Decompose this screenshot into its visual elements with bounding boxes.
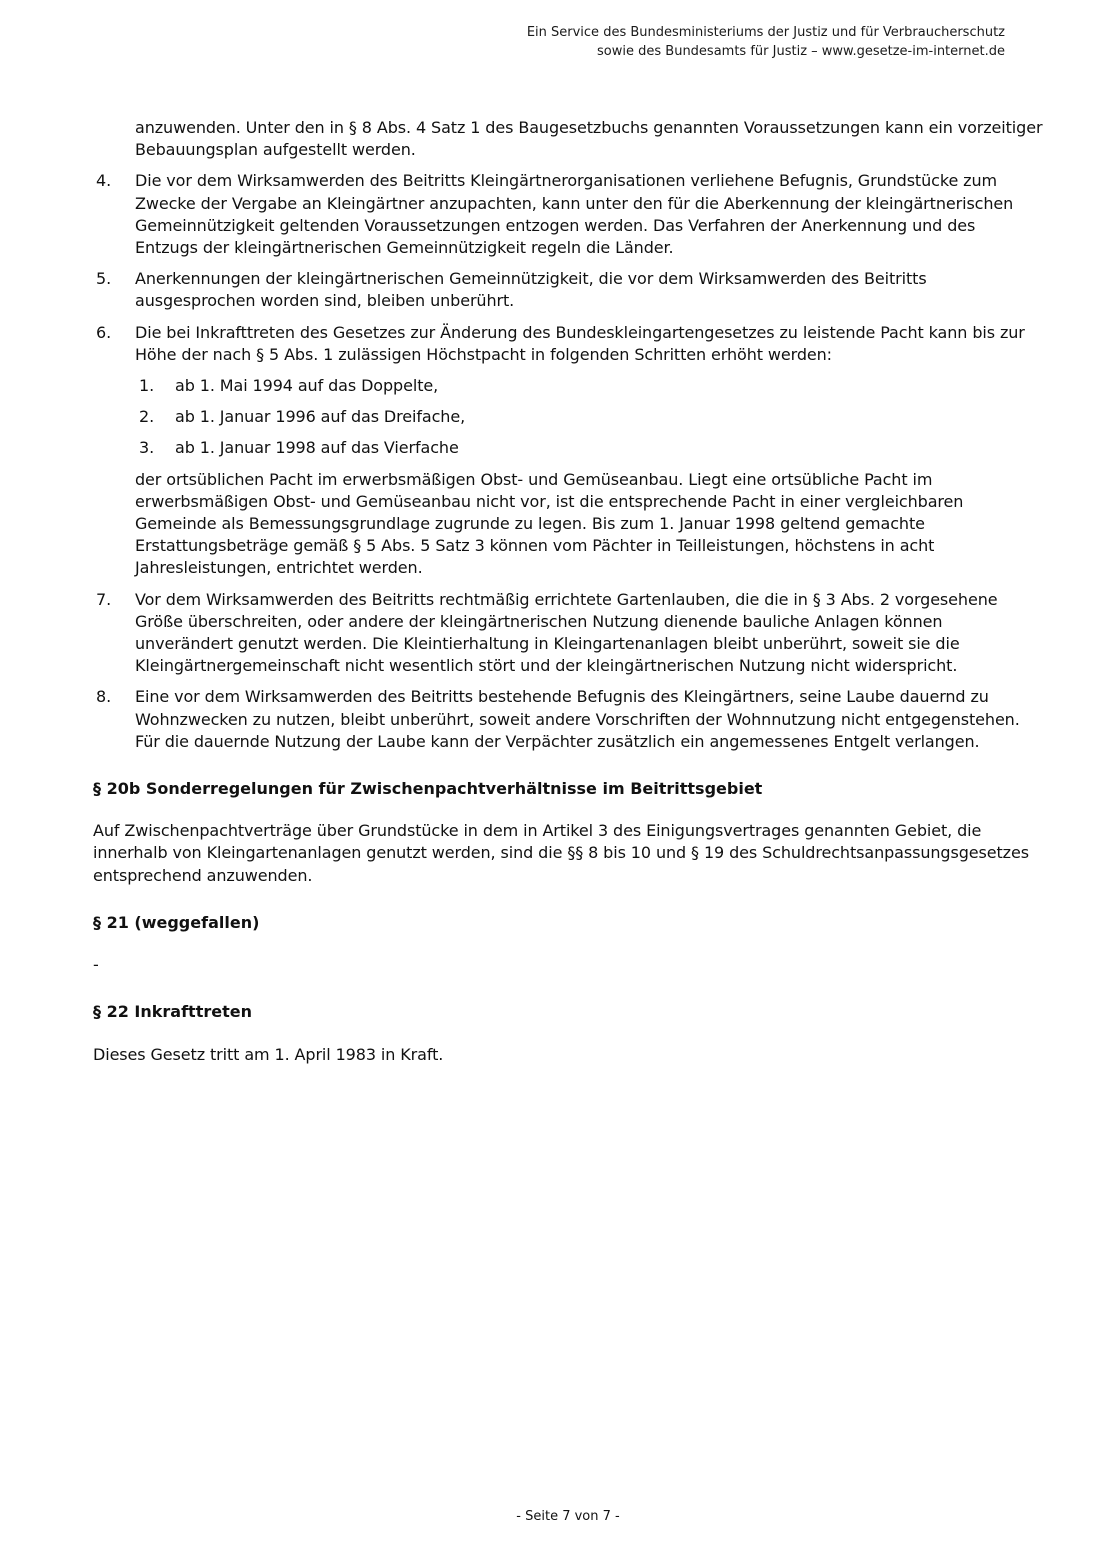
sub-list-item-number: 3. <box>139 438 155 458</box>
section-heading-22: § 22 Inkrafttreten <box>93 1002 252 1022</box>
list-item-text: Vor dem Wirksamwerden des Beitritts rechtmäßig errichtete Gartenlauben, die die in § 3 Abs. 2 vorgesehene Größe überschreiten, oder andere der kleingärtnerischen Nutzung dienende bauliche Anlagen können unverändert genutzt werden. Die Kleintierhaltung in Kleingartenanlagen bleibt unberührt, soweit sie die Kleingärtnergemeinschaft nicht wesentlich stört und der kleingärtnerischen Nutzung nicht widerspricht. <box>135 589 998 676</box>
sub-list-item-number: 1. <box>139 376 155 396</box>
header-line-website: sowie des Bundesamts für Justiz – www.gesetze-im-internet.de <box>597 44 1005 59</box>
sub-list-item-1 <box>135 375 1043 397</box>
sub-list-item-text: ab 1. Januar 1998 auf das Vierfache <box>175 438 459 458</box>
list-item-7 <box>93 589 1043 678</box>
list-item-text: Die bei Inkrafttreten des Gesetzes zur Änderung des Bundeskleingartengesetzes zu leistende Pacht kann bis zur Höhe der nach § 5 Abs. 1 zulässigen Höchstpacht in folgenden Schritten erhöht werden: <box>135 322 1025 364</box>
list-item-number: 4. <box>96 171 112 191</box>
sub-list-item-text: ab 1. Januar 1996 auf das Dreifache, <box>175 407 466 427</box>
sub-list-item-text: ab 1. Mai 1994 auf das Doppelte, <box>175 376 439 396</box>
list-item-text: Eine vor dem Wirksamwerden des Beitritts bestehende Befugnis des Kleingärtners, seine Laube dauernd zu Wohnzwecken zu nutzen, bleibt unberührt, soweit andere Vorschriften der Wohnnutzung nicht entgegenstehen. Für die dauernde Nutzung der Laube kann der Verpächter zusätzlich ein angemessenes Entgelt verlangen. <box>135 687 1020 751</box>
list-item-continuation: der ortsüblichen Pacht im erwerbsmäßigen Obst- und Gemüseanbau. Liegt eine ortsübliche Pacht im erwerbsmäßigen Obst- und Gemüseanbau nicht vor, ist die entsprechende Pacht in einer vergleichbaren Gemeinde als Bemessungsgrundlage zugrunde zu legen. Bis zum 1. Januar 1998 geltend gemachte Erstattungsbeträge gemäß § 5 Abs. 5 Satz 3 können vom Pächter in Teilleistungen, höchstens in acht Jahresleistungen, entrichtet werden. <box>135 469 964 578</box>
list-item-5 <box>93 268 1043 312</box>
list-item-text: Die vor dem Wirksamwerden des Beitritts Kleingärtnerorganisationen verliehene Befugnis, Grundstücke zum Zwecke der Vergabe an Kleingärtner anzupachten, kann unter den für die Aberkennung der kleingärtnerischen Gemeinnützigkeit geltenden Voraussetzungen entzogen werden. Das Verfahren der Anerkennung und des Entzugs der kleingärtnerischen Gemeinnützigkeit regeln die Länder. <box>135 171 1014 258</box>
page-header <box>527 23 1005 61</box>
section-heading-21: § 21 (weggefallen) <box>93 912 260 932</box>
section-text-20b: Auf Zwischenpachtverträge über Grundstücke in dem in Artikel 3 des Einigungsvertrages genannten Gebiet, die innerhalb von Kleingartenanlagen genutzt werden, sind die §§ 8 bis 10 und § 19 des Schuldrechtsanpassungsgesetzes entsprechend anzuwenden. <box>93 821 1029 885</box>
section-text-21: - <box>93 955 99 975</box>
list-item-6 <box>93 322 1043 580</box>
list-item-number: 5. <box>96 269 112 289</box>
list-item-number: 7. <box>96 589 112 609</box>
section-text-22: Dieses Gesetz tritt am 1. April 1983 in Kraft. <box>93 1044 444 1064</box>
list-item-4 <box>93 170 1043 259</box>
list-item-number: 8. <box>96 687 112 707</box>
list-item-text: Anerkennungen der kleingärtnerischen Gemeinnützigkeit, die vor dem Wirksamwerden des Beitritts ausgesprochen worden sind, bleiben unberührt. <box>135 269 927 311</box>
list-item-8 <box>93 686 1043 753</box>
list-item-body <box>135 322 1043 580</box>
header-line-ministry: Ein Service des Bundesministeriums der Justiz und für Verbraucherschutz <box>526 25 1005 40</box>
continuation-text: anzuwenden. Unter den in § 8 Abs. 4 Satz 1 des Baugesetzbuchs genannten Voraussetzungen kann ein vorzeitiger Bebauungsplan aufgestellt werden. <box>135 118 1043 160</box>
sub-list-item-2 <box>135 406 1043 428</box>
page-number: - Seite 7 von 7 - <box>516 1509 620 1524</box>
sub-list-item-number: 2. <box>139 407 155 427</box>
section-heading-20b: § 20b Sonderregelungen für Zwischenpachtverhältnisse im Beitrittsgebiet <box>93 779 763 799</box>
list-item-number: 6. <box>96 322 112 342</box>
sub-list-item-3 <box>135 437 1043 459</box>
document-body <box>93 117 1043 1066</box>
